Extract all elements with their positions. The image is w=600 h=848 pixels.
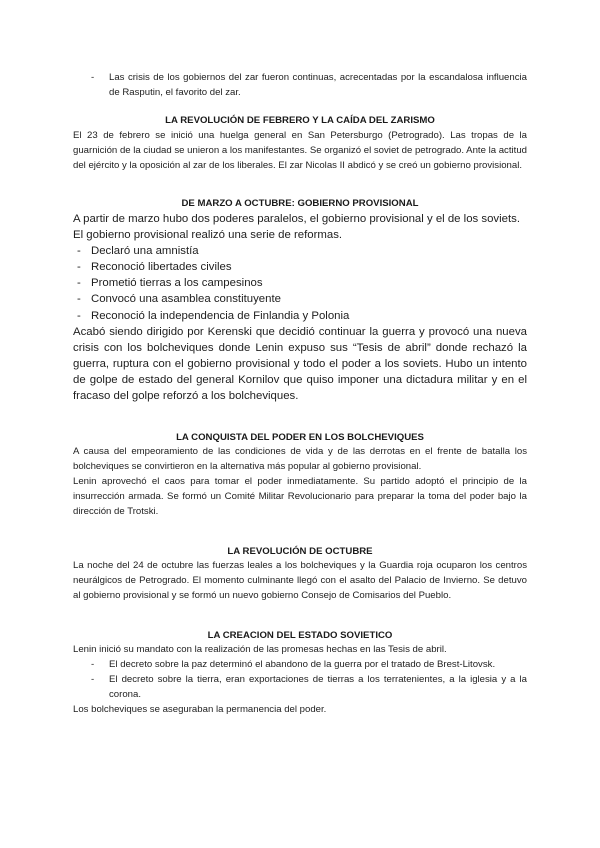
- paragraph-empeoramiento: A causa del empeoramiento de las condiciones de vida y de las derrotas en el frente de batalla los bolcheviques se convirtieron en la alternativa más popular al gobierno provisional.: [73, 446, 527, 472]
- paragraph-febrero: El 23 de febrero se inició una huelga general en San Petersburgo (Petrogrado). Las tropas de la guarnición de la ciudad se unieron a los manifestantes. Se organizó el soviet de petrogrado. Ante la actitud del ejército y la oposición al zar de los liberales. El zar Nicolas II abdicó y se creó un gobierno provisional.: [73, 130, 527, 171]
- bullet-item: - Prometió tierras a los campesinos: [73, 275, 527, 291]
- intro-bullet-list: [73, 70, 527, 100]
- paragraph-octubre: La noche del 24 de octubre las fuerzas leales a los bolcheviques y la Guardia roja ocuparon los centros neurálgicos de Petrogrado. El momento culminante llegó con el asalto del Palacio de Invierno. Se detuvo al gobierno provisional y se formó un nuevo gobierno Consejo de Comisarios del Pueblo.: [73, 560, 527, 601]
- bullet-item: - Reconoció la independencia de Finlandia y Polonia: [73, 308, 527, 324]
- paragraph-reformas: El gobierno provisional realizó una serie de reformas.: [73, 229, 343, 242]
- section-estado-sovietico: [73, 642, 527, 717]
- bullet-item: - Declaró una amnistía: [73, 243, 527, 259]
- bullet-item: - Convocó una asamblea constituyente: [73, 291, 527, 307]
- section-heading-gobierno-provisional: DE MARZO A OCTUBRE: GOBIERNO PROVISIONAL: [181, 198, 419, 209]
- bullet-item: - Reconoció libertades civiles: [73, 259, 527, 275]
- section-heading-revolucion-octubre: LA REVOLUCIÓN DE OCTUBRE: [227, 546, 373, 557]
- section-heading-conquista-poder: LA CONQUISTA DEL PODER EN LOS BOLCHEVIQUES: [176, 432, 424, 443]
- decretos-bullet-list: [73, 657, 527, 702]
- section-revolucion-octubre: [73, 558, 527, 603]
- bullet-item: - El decreto sobre la tierra, eran exportaciones de tierras a los terratenientes, a la iglesia y a la corona.: [73, 672, 527, 702]
- section-conquista-poder: [73, 444, 527, 519]
- bullet-item: - El decreto sobre la paz determinó el abandono de la guerra por el tratado de Brest-Litovsk.: [73, 657, 527, 672]
- paragraph-dos-poderes: A partir de marzo hubo dos poderes paralelos, el gobierno provisional y el de los soviets.: [73, 213, 521, 225]
- paragraph-permanencia: Los bolcheviques se aseguraban la permanencia del poder.: [73, 704, 327, 715]
- bullet-item: - Las crisis de los gobiernos del zar fueron continuas, acrecentadas por la escandalosa influencia de Rasputin, el favorito del zar.: [73, 70, 527, 100]
- reformas-bullet-list: [73, 243, 527, 323]
- paragraph-kerenski: Acabó siendo dirigido por Kerenski que decidió continuar la guerra y provocó una nueva crisis con los bolcheviques donde Lenin expuso sus “Tesis de abril” donde rechazó la guerra, ruptura con el gobierno provisional y todo el poder a los soviets. Hubo un intento de golpe de estado del general Kornilov que quiso imponer una dictadura militar y en el fracaso del golpe reforzó a los bolcheviques.: [73, 325, 527, 403]
- paragraph-mandato: Lenin inició su mandato con la realización de las promesas hechas en las Tesis de abril.: [73, 644, 447, 655]
- paragraph-lenin-caos: Lenin aprovechó el caos para tomar el poder inmediatamente. Su partido adoptó el principio de la insurrección armada. Se formó un Comité Militar Revolucionario para preparar la toma del poder bajo la dirección de Trotski.: [73, 476, 527, 517]
- section-heading-estado-sovietico: LA CREACION DEL ESTADO SOVIETICO: [207, 630, 393, 641]
- section-gobierno-provisional: [73, 211, 527, 404]
- section-heading-febrero: LA REVOLUCIÓN DE FEBRERO Y LA CAÍDA DEL ZARISMO: [165, 115, 435, 126]
